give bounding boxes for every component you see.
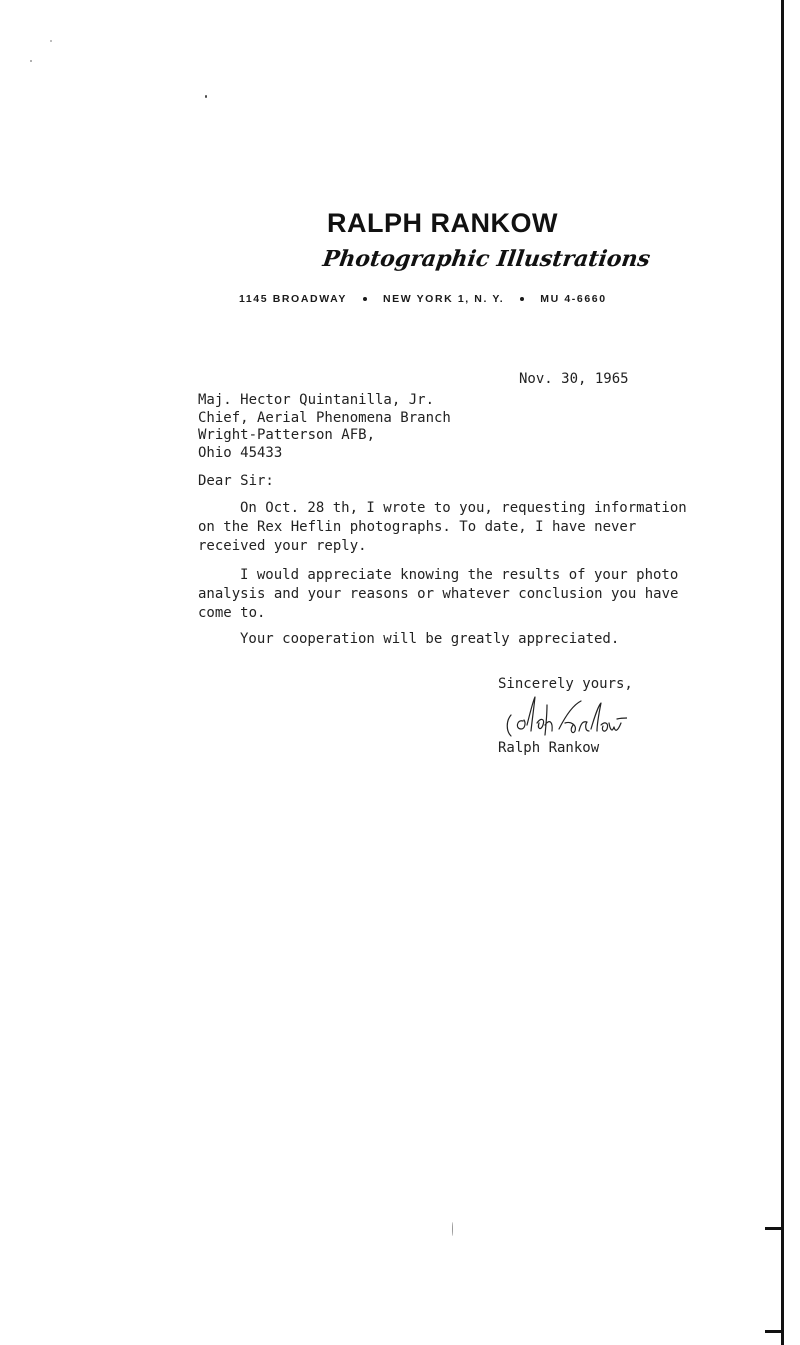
paragraph-line: analysis and your reasons or whatever conclusion you have [198, 586, 679, 602]
recipient-address [198, 392, 451, 462]
recipient-line: Chief, Aerial Phenomena Branch [198, 409, 451, 426]
paragraph-line: come to. [198, 605, 266, 621]
paragraph-line: received your reply. [198, 538, 367, 554]
paragraph-line: on the Rex Heflin photographs. To date, I have never [198, 519, 637, 535]
paragraph-line: I would appreciate knowing the results of your photo [240, 567, 679, 583]
paragraph-line: On Oct. 28 th, I wrote to you, requesting information [240, 500, 687, 516]
letterhead-subtitle: Photographic Illustrations [321, 246, 652, 272]
scan-speck [205, 95, 207, 98]
scan-border [781, 0, 784, 1345]
scan-speck [452, 1222, 453, 1236]
recipient-line: Maj. Hector Quintanilla, Jr. [198, 392, 435, 408]
address-phone: MU 4-6660 [540, 293, 607, 305]
closing: Sincerely yours, [498, 676, 633, 692]
salutation: Dear Sir: [198, 473, 274, 489]
paragraph-2 [198, 566, 678, 623]
handwritten-signature [497, 695, 627, 743]
address-street: 1145 BROADWAY [239, 293, 347, 305]
recipient-line: Wright-Patterson AFB, [198, 427, 376, 443]
paragraph-line: Your cooperation will be greatly appreciated. [240, 631, 620, 647]
scan-speck [30, 60, 32, 62]
signer-name: Ralph Rankow [498, 740, 600, 756]
letterhead-name: RALPH RANKOW [327, 208, 558, 238]
recipient-line: Ohio 45433 [198, 444, 283, 461]
address-city: NEW YORK 1, N. Y. [382, 293, 505, 305]
separator-dot-icon [363, 297, 367, 301]
letter-date: Nov. 30, 1965 [519, 371, 629, 387]
scan-speck [50, 40, 52, 42]
scan-mark [765, 1227, 783, 1230]
scan-mark [765, 1330, 783, 1333]
paragraph-3 [198, 630, 619, 649]
paragraph-1 [198, 499, 687, 556]
separator-dot-icon [520, 297, 524, 301]
letterhead-address [239, 293, 607, 305]
